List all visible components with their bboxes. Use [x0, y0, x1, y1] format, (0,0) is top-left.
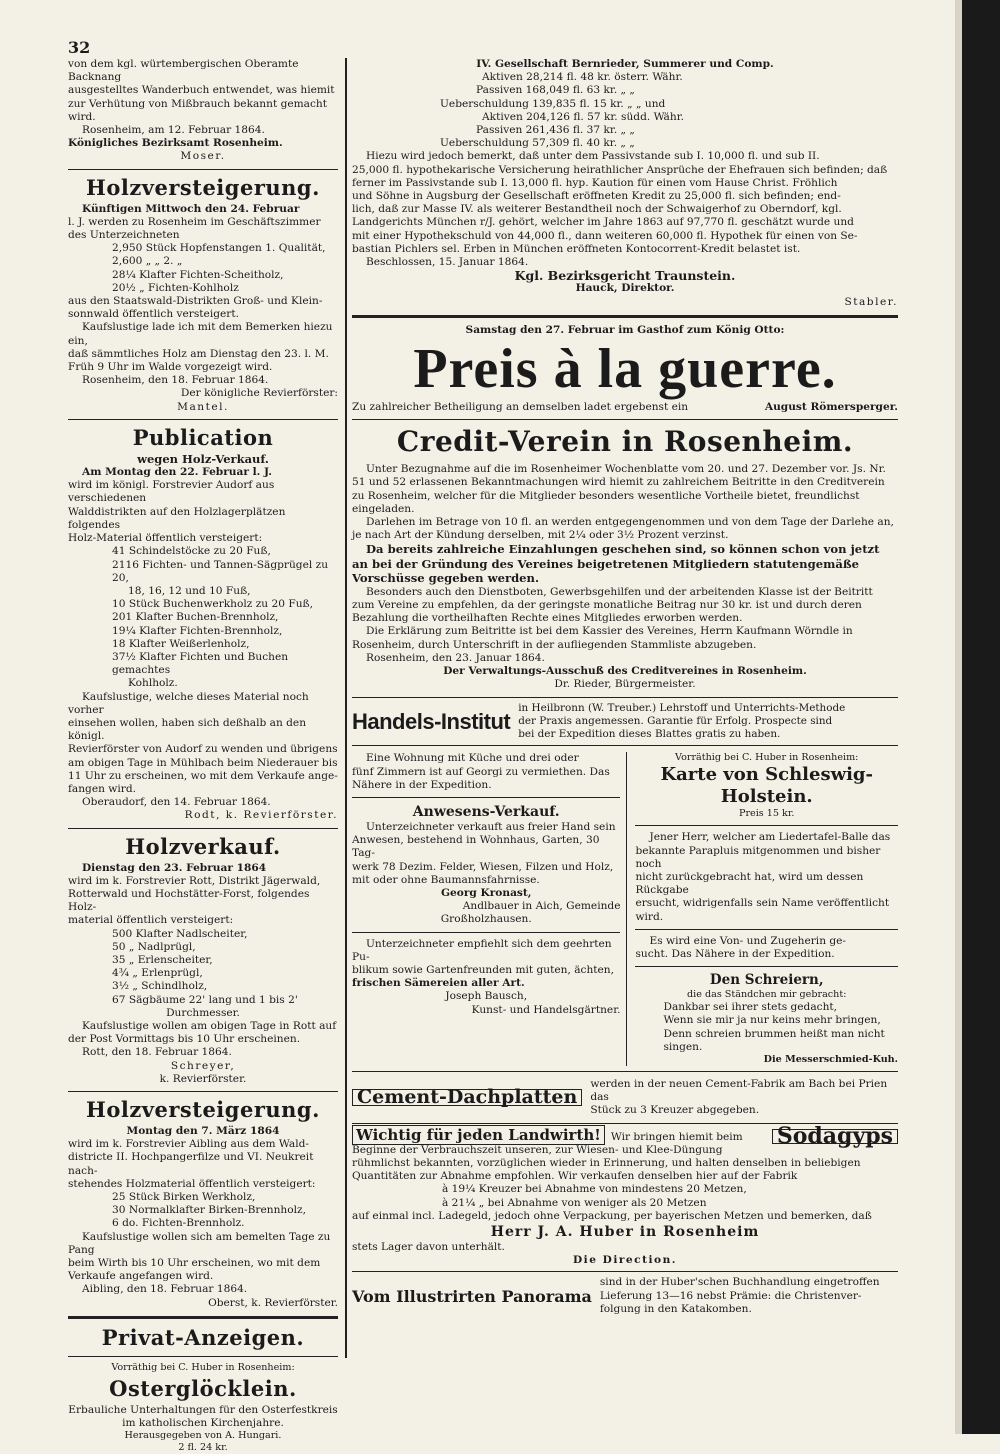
divider-thick	[352, 315, 898, 318]
text-line: frischen Sämereien aller Art.	[352, 977, 525, 990]
small-ads-left	[352, 752, 627, 1066]
section-title: Holzversteigerung.	[86, 174, 320, 200]
list-item: 2,950 Stück Hopfenstangen 1. Qualität,	[112, 242, 326, 255]
court-clerk: Stabler.	[844, 295, 898, 308]
text-line: Rott, den 18. Februar 1864.	[82, 1046, 232, 1059]
list-item: 10 Stück Buchenwerkholz zu 20 Fuß,	[112, 598, 313, 611]
section-title: Publication	[132, 424, 274, 450]
small-ads-grid	[352, 752, 898, 1066]
list-item: 35 „ Erlenscheiter,	[112, 953, 213, 966]
list-item: 2116 Fichten- und Tannen-Sägprügel zu 20,	[112, 558, 329, 584]
list-item: 50 „ Nadlprügl,	[112, 940, 196, 953]
section-title: IV. Gesellschaft Bernrieder, Summerer und Comp.	[476, 58, 774, 70]
text-line: sind in der Huber'schen Buchhandlung eingetroffen	[599, 1276, 880, 1289]
ad-title: Cement-Dachplatten	[352, 1089, 582, 1106]
text-line: aus den Staatswald-Distrikten Groß- und Klein-	[68, 295, 323, 308]
list-item: 41 Schindelstöcke zu 20 Fuß,	[112, 545, 271, 558]
verse-line: Wenn sie mir ja nur keins mehr bringen,	[663, 1014, 881, 1027]
text-line: sonnwald öffentlich versteigert.	[68, 308, 239, 321]
ad-text	[600, 1276, 880, 1316]
seller-role: Andlbauer in Aich, Gemeinde	[462, 900, 621, 913]
panorama-ad	[352, 1271, 898, 1316]
text-line: der Praxis angemessen. Garantie für Erfolg. Prospecte sind	[518, 715, 833, 728]
notice-office: Der königliche Revierförster:	[180, 387, 338, 400]
vendor-line: Vorräthig bei C. Huber in Rosenheim:	[675, 752, 859, 764]
ad-text	[590, 1078, 898, 1118]
page-edge-shadow	[955, 0, 962, 1434]
event-header: Samstag den 27. Februar im Gasthof zum König Otto:	[465, 323, 785, 336]
holzverkauf-notice	[68, 834, 338, 1086]
section-title: Holzverkauf.	[125, 833, 281, 859]
text-line: wird im k. Forstrevier Rott, Distrikt Jägerwald,	[68, 874, 321, 887]
verse-subtitle: die das Ständchen mir gebracht:	[687, 989, 847, 1001]
text-line: ferner im Passivstande sub I. 13,000 fl. hyp. Kaution für einen vom Hause Christ. Fröhlich	[352, 176, 838, 189]
divider	[68, 169, 338, 170]
anwesens-verkauf-ad	[352, 803, 620, 927]
account-row: Passiven 261,436 fl. 37 kr. „ „	[476, 124, 635, 137]
text-line: districte II. Hochpangerfilze und VI. Neukreit nach-	[68, 1151, 314, 1177]
cement-dachplatten-ad	[352, 1078, 898, 1118]
text-line: der Post Vormittags bis 10 Uhr erscheinen.	[68, 1033, 301, 1046]
text-line: wird.	[68, 110, 96, 123]
text-line: und Söhne in Augsburg der Gesellschaft eröffneten Kredit zu 25,000 fl. sich befinden; end-	[352, 190, 841, 203]
section-title: Credit-Verein in Rosenheim.	[396, 425, 854, 459]
text-line: Jener Herr, welcher am Liedertafel-Balle das	[649, 831, 891, 844]
text-line: Revierförster von Audorf zu wenden und übrigens	[68, 743, 338, 756]
text-line: 11 Uhr zu erscheinen, wo mit dem Verkaufe ange-	[68, 769, 338, 782]
parapluis-notice	[635, 831, 898, 923]
text-line: Nähere in der Expedition.	[352, 778, 492, 791]
map-price: Preis 15 kr.	[739, 808, 795, 820]
divider-thick	[68, 1316, 338, 1319]
holz-versteigerung-2	[68, 1097, 338, 1310]
text-line: 25,000 fl. hypothekarische Versicherung heirathlicher Ansprüche der Ehefrauen sich befinden; daß	[352, 163, 888, 176]
credit-verein-ad	[352, 425, 898, 691]
invite-text: Zu zahlreicher Betheiligung an demselben ladet ergebenst ein	[352, 401, 689, 414]
text-line: l. J. werden zu Rosenheim im Geschäftszimmer	[68, 215, 321, 228]
preis-a-la-guerre-ad	[352, 324, 898, 414]
section-title: Holzversteigerung.	[86, 1097, 320, 1123]
list-item: 37½ Klafter Fichten und Buchen gemachtes	[112, 650, 289, 677]
publication-notice	[68, 425, 338, 823]
text-line: bei der Expedition dieses Blattes gratis zu haben.	[518, 728, 781, 741]
text-line: blikum sowie Gartenfreunden mit guten, ächten,	[352, 963, 614, 976]
book-price: 2 fl. 24 kr.	[178, 1442, 228, 1454]
host-name: August Römersperger.	[764, 401, 898, 414]
notice-date: Rosenheim, am 12. Februar 1864.	[82, 124, 265, 137]
text-line: Stück zu 3 Kreuzer abgegeben.	[590, 1104, 760, 1117]
account-row: Ueberschuldung 139,835 fl. 15 kr. „ „ und	[440, 97, 666, 110]
text-line: Eine Wohnung mit Küche und drei oder	[366, 752, 579, 765]
list-item: 18, 16, 12 und 10 Fuß,	[128, 584, 251, 597]
text-line: Beschlossen, 15. Januar 1864.	[366, 256, 529, 269]
gesellschaft-notice	[352, 58, 898, 309]
divider	[68, 828, 338, 829]
account-row: Aktiven 28,214 fl. 48 kr. österr. Währ.	[482, 71, 683, 84]
dealer-name: Herr J. A. Huber in Rosenheim	[490, 1224, 760, 1240]
text-line: werk 78 Dezim. Felder, Wiesen, Filzen und Holz,	[352, 860, 614, 873]
paragraph: Besonders auch den Dienstboten, Gewerbsgehilfen und der arbeitenden Klasse ist der Beitritt zum Vereine zu empfehlen, da der geringste monatliche Beitrag nur 30 kr. ist und durch deren Bezahlung die vortheilhaften Rechte eines Mitgliedes erworben werden.	[352, 585, 873, 625]
text-line: Hiezu wird jedoch bemerkt, daß unter dem Passivstande sub I. 10,000 fl. und sub II.	[366, 150, 820, 163]
text-line: im katholischen Kirchenjahre.	[122, 1417, 284, 1430]
text-line: des Unterzeichneten	[68, 229, 180, 242]
notice-office: Königliches Bezirksamt Rosenheim.	[68, 137, 283, 150]
privat-anzeigen-title: Privat-Anzeigen.	[101, 1324, 305, 1350]
list-item: Durchmesser.	[166, 1006, 240, 1019]
list-item: 19¼ Klafter Fichten-Brennholz,	[112, 624, 283, 637]
divider	[635, 929, 898, 930]
verse-line: Dankbar sei ihrer stets gedacht,	[663, 1001, 838, 1014]
notice-signer-title: k. Revierförster.	[159, 1072, 247, 1085]
text-line: Unterzeichneter verkauft aus freier Hand sein	[366, 820, 616, 833]
text-line: Herausgegeben von A. Hungari.	[124, 1430, 282, 1442]
divider	[68, 1091, 338, 1092]
book-title: Osterglöcklein.	[109, 1375, 297, 1401]
notice-signer: Oberst, k. Revierförster.	[208, 1296, 338, 1309]
list-item: 500 Klafter Nadlscheiter,	[112, 927, 248, 940]
text-line: Kaufslustige, welche dieses Material noch vorher	[68, 690, 309, 716]
divider	[68, 1356, 338, 1357]
text-line: einsehen wollen, haben sich deßhalb an den königl.	[68, 716, 307, 743]
small-ads-right	[627, 752, 898, 1066]
paragraph: Darlehen im Betrage von 10 fl. an werden entgegengenommen und von dem Tage der Darlehe an, je nach Art der Kündung derselben, mit 2¼ oder 3½ Prozent verzinst.	[352, 516, 894, 542]
text-line: mit oder ohne Baumannsfahrnisse.	[352, 873, 540, 886]
column-divider	[345, 58, 347, 1358]
text-line: Künftigen Mittwoch den 24. Februar	[82, 202, 300, 215]
text-line: daß sämmtliches Holz am Dienstag den 23. l. M.	[68, 347, 329, 360]
text-line: Anwesen, bestehend in Wohnhaus, Garten, 30 Tag-	[352, 834, 600, 860]
text-line: Walddistrikten auf den Holzlagerplätzen folgendes	[68, 505, 286, 531]
text-line: werden in der neuen Cement-Fabrik am Bach bei Prien das	[590, 1077, 888, 1104]
notice-signer: Schreyer,	[170, 1059, 236, 1072]
court-director: Hauck, Direktor.	[575, 282, 675, 295]
text-line: ersucht, widrigenfalls sein Name veröffentlicht wird.	[635, 897, 890, 923]
list-item: 67 Sägbäume 22' lang und 1 bis 2'	[112, 993, 298, 1006]
list-item: 18 Klafter Weißerlenholz,	[112, 637, 250, 650]
list-item: 28¼ Klafter Fichten-Scheitholz,	[112, 268, 284, 281]
text-line: zur Verhütung von Mißbrauch bekannt gemacht	[68, 97, 327, 110]
notice-date: Rosenheim, den 23. Januar 1864.	[366, 651, 545, 664]
samereien-ad	[352, 938, 620, 1017]
list-item: 3½ „ Schindlholz,	[112, 980, 208, 993]
divider	[352, 1071, 898, 1072]
list-item: 6 do. Fichten-Brennholz.	[112, 1217, 245, 1230]
text-line: ausgestelltes Wanderbuch entwendet, was hiemit	[68, 84, 335, 97]
text-line: Kaufslustige wollen sich am bemelten Tage zu Pang	[68, 1230, 331, 1256]
verse-signer: Die Messerschmied-Kuh.	[763, 1053, 898, 1065]
list-item: 201 Klafter Buchen-Brennholz,	[112, 611, 279, 624]
invite-row	[352, 401, 898, 414]
text-line: sucht. Das Nähere in der Expedition.	[635, 947, 835, 960]
price-line: à 19¼ Kreuzer bei Abnahme von mindestens 20 Metzen,	[442, 1183, 747, 1196]
ad-title: Vom Illustrirten Panorama	[352, 1286, 592, 1306]
ad-text	[518, 702, 845, 741]
left-column	[68, 58, 338, 1454]
text-line: Erbauliche Unterhaltungen für den Osterfestkreis	[68, 1403, 338, 1416]
sodagyps-ad	[352, 1122, 898, 1268]
text-line: von dem kgl. würtembergischen Oberamte Backnang	[68, 58, 299, 84]
list-item: 4¾ „ Erlenprügl,	[112, 967, 203, 980]
text-line: Am Montag den 22. Februar l. J.	[82, 466, 272, 479]
text-line: beim Wirth bis 10 Uhr erscheinen, wo mit dem	[68, 1257, 321, 1270]
text-line: Lieferung 13—16 nebst Prämie: die Christenver-	[599, 1289, 862, 1302]
text-line: Rotterwald und Hochstätter-Forst, folgendes Holz-	[68, 887, 310, 914]
text-line: Unterzeichneter empfiehlt sich dem geehrten Pu-	[352, 937, 612, 963]
divider	[352, 419, 898, 420]
text-line: Aibling, den 18. Februar 1864.	[82, 1283, 248, 1296]
text-line: fünf Zimmern ist auf Georgi zu vermiethen. Das	[352, 765, 610, 778]
right-column	[352, 58, 898, 1316]
ad-title: Karte von Schleswig-Holstein.	[660, 764, 873, 808]
text-line: Es wird eine Von- und Zugeherin ge-	[649, 934, 847, 947]
account-row: Passiven 168,049 fl. 63 kr. „ „	[476, 84, 635, 97]
mayor-name: Dr. Rieder, Bürgermeister.	[554, 678, 696, 691]
text-line: auf einmal incl. Ladegeld, jedoch ohne Verpackung, per bayerischen Metzen und bemerken, daß	[352, 1209, 872, 1222]
text-line: Dienstag den 23. Februar 1864	[82, 861, 267, 874]
divider	[635, 825, 898, 826]
list-item: 25 Stück Birken Werkholz,	[112, 1191, 256, 1204]
text-line: Verkaufe angefangen wird.	[68, 1270, 214, 1283]
text-line: lich, daß zur Masse IV. als weiterer Bestandtheil noch der Schwaigerhof zu Oberndorf, kgl.	[352, 203, 842, 216]
text-line: wird im königl. Forstrevier Audorf aus verschiedenen	[68, 479, 275, 505]
text-line: Kaufslustige lade ich mit dem Bemerken hiezu ein,	[68, 321, 333, 347]
section-subtitle: wegen Holz-Verkauf.	[137, 451, 269, 466]
schreiern-verse	[635, 972, 898, 1066]
text-line: stehendes Holzmaterial öffentlich versteigert:	[68, 1177, 316, 1190]
ad-signer: Die Direction.	[573, 1254, 677, 1267]
divider	[352, 797, 620, 798]
zugeherin-ad	[635, 935, 898, 961]
wanderbuch-notice	[68, 58, 338, 164]
paragraph-emphasis: Da bereits zahlreiche Einzahlungen geschehen sind, so können schon von jetzt an bei der Gründung des Vereines beigetretenen Mitgliedern statutengemäße Vorschüsse gegeben werden.	[352, 542, 880, 586]
seller-role: Großholzhausen.	[440, 913, 532, 926]
list-item: 30 Normalklafter Birken-Brennholz,	[112, 1204, 306, 1217]
list-item: 20½ „ Fichten-Kohlholz	[112, 281, 239, 294]
page-edge	[962, 0, 1000, 1434]
ad-title: Anwesens-Verkauf.	[412, 803, 560, 820]
text-line: fangen wird.	[68, 782, 136, 795]
ad-text: Wir bringen hiemit beim Beginne der Verbrauchszeit unseren, zur Wiesen- und Klee-Düngung rühmlichst bekannten, vorzüglichen wieder in Erinnerung, und halten denselben in beliebigen Quantitäten zur Abnahme empfohlen. Wir verkaufen denselben hier auf der Fabrik	[352, 1130, 861, 1183]
text-line: Landgerichts München r/J. gehört, welcher im Jahre 1863 auf 97,770 fl. geschätzt wurde und	[352, 216, 854, 229]
text-line: Rosenheim, den 18. Februar 1864.	[82, 374, 269, 387]
page-number: 32	[68, 38, 91, 57]
text-line: wird im k. Forstrevier Aibling aus dem Wald-	[68, 1138, 309, 1151]
text-line: stets Lager davon unterhält.	[352, 1241, 505, 1253]
account-row: Ueberschuldung 57,309 fl. 40 kr. „ „	[440, 137, 635, 150]
ad-title: Wichtig für jeden Landwirth!	[352, 1125, 605, 1145]
price-line: à 21¼ „ bei Abnahme von weniger als 20 Metzen	[442, 1196, 707, 1209]
court-name: Kgl. Bezirksgericht Traunstein.	[514, 268, 736, 284]
holz-versteigerung-1	[68, 175, 338, 414]
list-item: 2,600 „ „ 2. „	[112, 255, 183, 268]
text-line: in Heilbronn (W. Treuber.) Lehrstoff und Unterrichts-Methode	[518, 702, 846, 715]
verse-title: Den Schreiern,	[709, 972, 824, 989]
list-item: Kohlholz.	[128, 677, 178, 690]
event-title: Preis à la guerre.	[413, 338, 837, 401]
text-line: bekannte Parapluis mitgenommen und bisher noch	[635, 844, 881, 870]
text-line: am obigen Tage in Mühlbach beim Niederauer bis	[68, 756, 338, 769]
wohnung-ad	[352, 752, 620, 792]
divider	[635, 966, 898, 967]
account-row: Aktiven 204,126 fl. 57 kr. südd. Währ.	[482, 110, 684, 123]
board-name: Der Verwaltungs-Ausschuß des Creditvereines in Rosenheim.	[443, 664, 807, 677]
paragraph: Die Erklärung zum Beitritte ist bei dem Kassier des Vereines, Herrn Kaufmann Wörndle in Rosenheim, durch Unterschrift in der aufliegenden Stammliste abzugeben.	[352, 625, 853, 651]
karte-ad	[635, 752, 898, 820]
text-line: Holz-Material öffentlich versteigert:	[68, 532, 263, 545]
seller-role: Kunst- und Handelsgärtner.	[471, 1003, 621, 1016]
verse-line: Denn schreien brummen heißt man nicht singen.	[663, 1027, 885, 1053]
notice-signer: Mantel.	[177, 400, 229, 413]
notice-signer: Moser.	[180, 150, 226, 163]
notice-signer: Rodt, k. Revierförster.	[184, 809, 338, 822]
paragraph: Unter Bezugnahme auf die im Rosenheimer Wochenblatte vom 20. und 27. Dezember vor. Js. Nr. 51 und 52 erlassenen Bekanntmachungen wird hiemit zu zahlreichem Beitritte in den Creditverein zu Rosenheim, welcher für die Mitglieder besonders wesentliche Vortheile bietet, freundlichst eingeladen.	[352, 463, 886, 515]
text-line: folgung in den Katakomben.	[599, 1302, 752, 1315]
text-line: nicht zurückgebracht hat, wird um dessen Rückgabe	[635, 870, 864, 897]
product-name: Sodagyps	[772, 1129, 898, 1144]
vendor-line: Vorräthig bei C. Huber in Rosenheim:	[111, 1361, 295, 1373]
text-line: mit einer Hypothekschuld von 44,000 fl., dann weiteren 60,000 fl. Hypothek für einen von Se-	[352, 229, 858, 242]
seller-name: Joseph Bausch,	[445, 990, 528, 1003]
divider	[352, 932, 620, 933]
text-line: Früh 9 Uhr im Walde vorgezeigt wird.	[68, 361, 273, 374]
text-line: Montag den 7. März 1864	[126, 1125, 280, 1138]
seller-name: Georg Kronast,	[440, 886, 532, 899]
text-line: Oberaudorf, den 14. Februar 1864.	[82, 796, 271, 809]
handels-institut-ad	[352, 697, 898, 746]
ad-title: Handels-Institut	[352, 709, 511, 735]
divider	[68, 419, 338, 420]
text-line: bastian Pichlers sel. Erben in München eröffneten Kontocorrent-Kredit belastet ist.	[352, 242, 801, 255]
text-line: Kaufslustige wollen am obigen Tage in Rott auf	[82, 1020, 337, 1032]
osterglocklein-ad	[68, 1362, 338, 1454]
text-line: material öffentlich versteigert:	[68, 914, 234, 927]
